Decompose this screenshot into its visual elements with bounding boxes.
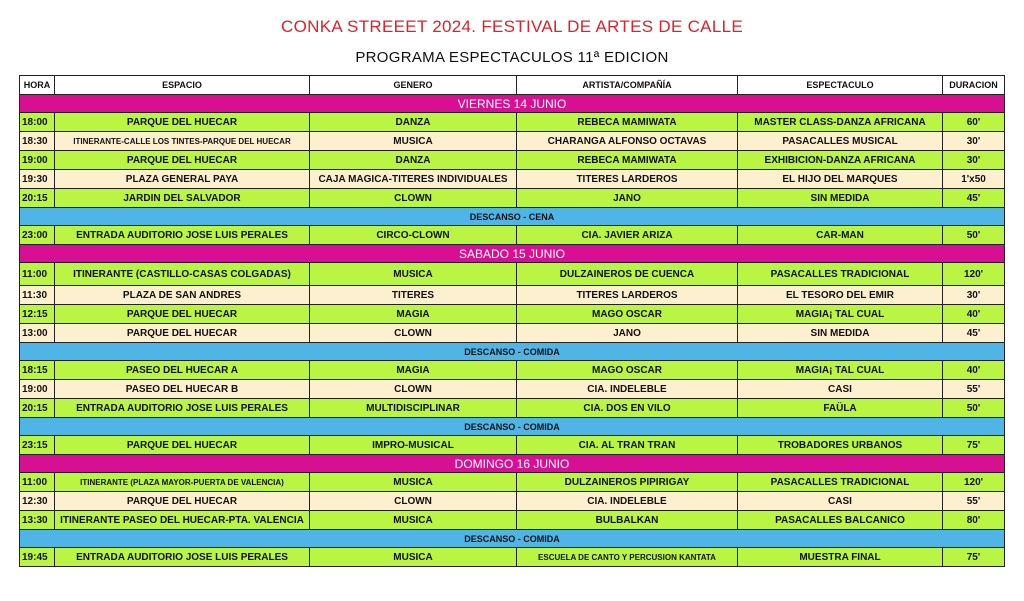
event-row bbox=[20, 436, 1005, 455]
event-row bbox=[20, 286, 1005, 305]
event-row bbox=[20, 263, 1005, 286]
event-row bbox=[20, 361, 1005, 380]
cell-hora: 20:15 bbox=[20, 189, 55, 208]
cell-espectaculo: CASI bbox=[738, 380, 943, 399]
cell-espacio: PARQUE DEL HUECAR bbox=[55, 436, 310, 455]
cell-duracion: 30' bbox=[943, 132, 1005, 151]
cell-genero: CLOWN bbox=[310, 380, 517, 399]
cell-artista: JANO bbox=[517, 189, 738, 208]
cell-genero: MAGIA bbox=[310, 305, 517, 324]
cell-duracion: 75' bbox=[943, 436, 1005, 455]
header-artista: ARTISTA/COMPAÑÍA bbox=[517, 76, 738, 95]
cell-espectaculo: SIN MEDIDA bbox=[738, 324, 943, 343]
cell-hora: 18:30 bbox=[20, 132, 55, 151]
cell-hora: 11:00 bbox=[20, 473, 55, 492]
cell-espectaculo: EXHIBICION-DANZA AFRICANA bbox=[738, 151, 943, 170]
event-row bbox=[20, 226, 1005, 245]
cell-espacio: PLAZA GENERAL PAYA bbox=[55, 170, 310, 189]
cell-duracion: 1'x50 bbox=[943, 170, 1005, 189]
cell-espacio: ENTRADA AUDITORIO JOSE LUIS PERALES bbox=[55, 226, 310, 245]
cell-duracion: 30' bbox=[943, 151, 1005, 170]
cell-genero: CLOWN bbox=[310, 324, 517, 343]
cell-duracion: 55' bbox=[943, 492, 1005, 511]
cell-artista: CIA. DOS EN VILO bbox=[517, 399, 738, 418]
cell-artista: DULZAINEROS PIPIRIGAY bbox=[517, 473, 738, 492]
cell-duracion: 60' bbox=[943, 113, 1005, 132]
event-row bbox=[20, 492, 1005, 511]
cell-artista: REBECA MAMIWATA bbox=[517, 113, 738, 132]
cell-espectaculo: PASACALLES BALCANICO bbox=[738, 511, 943, 530]
break-row bbox=[20, 530, 1005, 548]
break-row bbox=[20, 208, 1005, 226]
event-row bbox=[20, 511, 1005, 530]
cell-artista: MAGO OSCAR bbox=[517, 361, 738, 380]
cell-artista: BULBALKAN bbox=[517, 511, 738, 530]
cell-espectaculo: MAGIA¡ TAL CUAL bbox=[738, 361, 943, 380]
cell-hora: 12:15 bbox=[20, 305, 55, 324]
cell-hora: 23:00 bbox=[20, 226, 55, 245]
cell-duracion: 45' bbox=[943, 189, 1005, 208]
cell-espectaculo: MAGIA¡ TAL CUAL bbox=[738, 305, 943, 324]
day-header-row bbox=[20, 455, 1005, 473]
cell-duracion: 75' bbox=[943, 548, 1005, 567]
cell-artista: TITERES LARDEROS bbox=[517, 170, 738, 189]
cell-espacio: PASEO DEL HUECAR B bbox=[55, 380, 310, 399]
day-header-row bbox=[20, 245, 1005, 263]
cell-genero: MUSICA bbox=[310, 263, 517, 286]
cell-espectaculo: PASACALLES TRADICIONAL bbox=[738, 473, 943, 492]
cell-duracion: 45' bbox=[943, 324, 1005, 343]
cell-artista: CIA. AL TRAN TRAN bbox=[517, 436, 738, 455]
cell-genero: DANZA bbox=[310, 113, 517, 132]
break-row bbox=[20, 418, 1005, 436]
schedule-body bbox=[20, 95, 1005, 567]
cell-espacio: ENTRADA AUDITORIO JOSE LUIS PERALES bbox=[55, 548, 310, 567]
event-row bbox=[20, 305, 1005, 324]
event-row bbox=[20, 548, 1005, 567]
header-genero: GENERO bbox=[310, 76, 517, 95]
cell-artista: CHARANGA ALFONSO OCTAVAS bbox=[517, 132, 738, 151]
cell-hora: 13:00 bbox=[20, 324, 55, 343]
cell-hora: 20:15 bbox=[20, 399, 55, 418]
cell-duracion: 120' bbox=[943, 473, 1005, 492]
cell-genero: DANZA bbox=[310, 151, 517, 170]
cell-espectaculo: PASACALLES TRADICIONAL bbox=[738, 263, 943, 286]
cell-artista: MAGO OSCAR bbox=[517, 305, 738, 324]
cell-espacio: PARQUE DEL HUECAR bbox=[55, 113, 310, 132]
cell-espectaculo: SIN MEDIDA bbox=[738, 189, 943, 208]
break-row bbox=[20, 343, 1005, 361]
program-subtitle: PROGRAMA ESPECTACULOS 11ª EDICION bbox=[355, 49, 669, 66]
cell-espacio: ENTRADA AUDITORIO JOSE LUIS PERALES bbox=[55, 399, 310, 418]
cell-hora: 18:15 bbox=[20, 361, 55, 380]
cell-artista: REBECA MAMIWATA bbox=[517, 151, 738, 170]
cell-genero: IMPRO-MUSICAL bbox=[310, 436, 517, 455]
cell-espectaculo: PASACALLES MUSICAL bbox=[738, 132, 943, 151]
break-label: DESCANSO - COMIDA bbox=[20, 418, 1005, 436]
cell-duracion: 40' bbox=[943, 361, 1005, 380]
cell-genero: MAGIA bbox=[310, 361, 517, 380]
cell-espacio: PARQUE DEL HUECAR bbox=[55, 324, 310, 343]
cell-hora: 19:00 bbox=[20, 151, 55, 170]
cell-genero: TITERES bbox=[310, 286, 517, 305]
cell-hora: 13:30 bbox=[20, 511, 55, 530]
cell-hora: 11:30 bbox=[20, 286, 55, 305]
day-label: DOMINGO 16 JUNIO bbox=[20, 455, 1005, 473]
cell-artista: CIA. INDELEBLE bbox=[517, 380, 738, 399]
cell-genero: MUSICA bbox=[310, 473, 517, 492]
cell-genero: MUSICA bbox=[310, 548, 517, 567]
cell-artista: JANO bbox=[517, 324, 738, 343]
cell-artista: CIA. INDELEBLE bbox=[517, 492, 738, 511]
cell-espacio: ITINERANTE (PLAZA MAYOR-PUERTA DE VALENCIA) bbox=[55, 473, 310, 492]
cell-genero: CIRCO-CLOWN bbox=[310, 226, 517, 245]
cell-artista: ESCUELA DE CANTO Y PERCUSION KANTATA bbox=[517, 548, 738, 567]
festival-title: CONKA STREEET 2024. FESTIVAL DE ARTES DE CALLE bbox=[281, 17, 743, 36]
day-label: SABADO 15 JUNIO bbox=[20, 245, 1005, 263]
break-label: DESCANSO - COMIDA bbox=[20, 343, 1005, 361]
cell-espectaculo: FAÜLA bbox=[738, 399, 943, 418]
cell-genero: MUSICA bbox=[310, 132, 517, 151]
cell-espectaculo: MUESTRA FINAL bbox=[738, 548, 943, 567]
cell-genero: CLOWN bbox=[310, 189, 517, 208]
cell-hora: 23:15 bbox=[20, 436, 55, 455]
cell-hora: 12:30 bbox=[20, 492, 55, 511]
cell-espacio: PARQUE DEL HUECAR bbox=[55, 492, 310, 511]
cell-duracion: 50' bbox=[943, 226, 1005, 245]
cell-artista: DULZAINEROS DE CUENCA bbox=[517, 263, 738, 286]
cell-genero: MUSICA bbox=[310, 511, 517, 530]
event-row bbox=[20, 113, 1005, 132]
schedule-table bbox=[19, 75, 1005, 567]
cell-hora: 19:00 bbox=[20, 380, 55, 399]
cell-duracion: 30' bbox=[943, 286, 1005, 305]
event-row bbox=[20, 151, 1005, 170]
cell-espacio: ITINERANTE (CASTILLO-CASAS COLGADAS) bbox=[55, 263, 310, 286]
cell-hora: 18:00 bbox=[20, 113, 55, 132]
event-row bbox=[20, 399, 1005, 418]
cell-espectaculo: EL TESORO DEL EMIR bbox=[738, 286, 943, 305]
event-row bbox=[20, 132, 1005, 151]
cell-duracion: 80' bbox=[943, 511, 1005, 530]
event-row bbox=[20, 170, 1005, 189]
cell-duracion: 120' bbox=[943, 263, 1005, 286]
cell-espectaculo: CAR-MAN bbox=[738, 226, 943, 245]
cell-espacio: ITINERANTE PASEO DEL HUECAR-PTA. VALENCIA bbox=[55, 511, 310, 530]
cell-artista: TITERES LARDEROS bbox=[517, 286, 738, 305]
cell-espacio: PASEO DEL HUECAR A bbox=[55, 361, 310, 380]
cell-espacio: PARQUE DEL HUECAR bbox=[55, 151, 310, 170]
event-row bbox=[20, 473, 1005, 492]
cell-artista: CIA. JAVIER ARIZA bbox=[517, 226, 738, 245]
header-hora: HORA bbox=[20, 76, 55, 95]
header-espectaculo: ESPECTACULO bbox=[738, 76, 943, 95]
header-espacio: ESPACIO bbox=[55, 76, 310, 95]
cell-espacio: JARDIN DEL SALVADOR bbox=[55, 189, 310, 208]
day-label: VIERNES 14 JUNIO bbox=[20, 95, 1005, 113]
event-row bbox=[20, 380, 1005, 399]
event-row bbox=[20, 324, 1005, 343]
break-label: DESCANSO - CENA bbox=[20, 208, 1005, 226]
cell-duracion: 40' bbox=[943, 305, 1005, 324]
cell-espectaculo: CASI bbox=[738, 492, 943, 511]
cell-espectaculo: MASTER CLASS-DANZA AFRICANA bbox=[738, 113, 943, 132]
cell-espectaculo: TROBADORES URBANOS bbox=[738, 436, 943, 455]
event-row bbox=[20, 189, 1005, 208]
cell-genero: MULTIDISCIPLINAR bbox=[310, 399, 517, 418]
header-row bbox=[20, 76, 1005, 95]
cell-hora: 11:00 bbox=[20, 263, 55, 286]
cell-espacio: ITINERANTE-CALLE LOS TINTES-PARQUE DEL HUECAR bbox=[55, 132, 310, 151]
cell-espectaculo: EL HIJO DEL MARQUES bbox=[738, 170, 943, 189]
cell-duracion: 50' bbox=[943, 399, 1005, 418]
cell-genero: CAJA MAGICA-TITERES INDIVIDUALES bbox=[310, 170, 517, 189]
header-duracion: DURACION bbox=[943, 76, 1005, 95]
cell-genero: CLOWN bbox=[310, 492, 517, 511]
cell-espacio: PARQUE DEL HUECAR bbox=[55, 305, 310, 324]
day-header-row bbox=[20, 95, 1005, 113]
cell-espacio: PLAZA DE SAN ANDRES bbox=[55, 286, 310, 305]
break-label: DESCANSO - COMIDA bbox=[20, 530, 1005, 548]
cell-hora: 19:30 bbox=[20, 170, 55, 189]
cell-hora: 19:45 bbox=[20, 548, 55, 567]
cell-duracion: 55' bbox=[943, 380, 1005, 399]
